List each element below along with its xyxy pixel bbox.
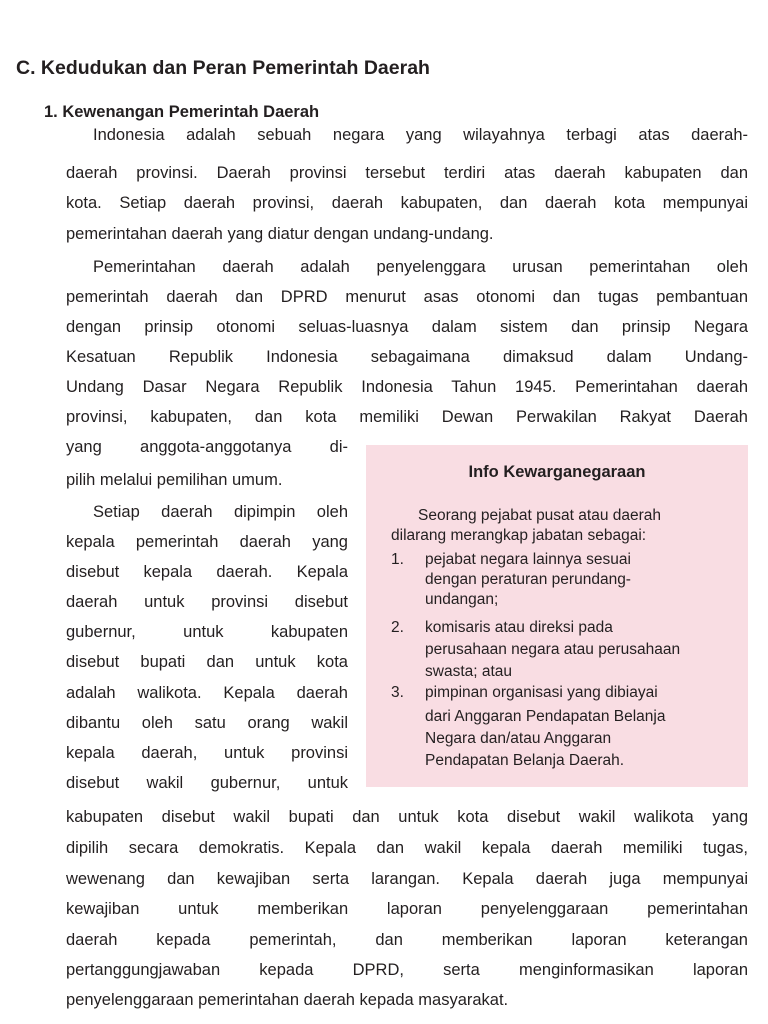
body-line: pemerintah daerah dan DPRD menurut asas otonomi dan tugas pembantuan — [66, 288, 748, 306]
body-line: disebut wakil gubernur, untuk — [66, 774, 348, 792]
body-line: pemerintahan daerah yang diatur dengan undang-undang. — [66, 225, 494, 243]
body-line: Pemerintahan daerah adalah penyelenggara urusan pemerintahan oleh — [93, 258, 748, 276]
body-line: disebut bupati dan untuk kota — [66, 653, 348, 671]
body-line: Setiap daerah dipimpin oleh — [93, 503, 348, 521]
info-item-line: Pendapatan Belanja Daerah. — [425, 752, 625, 769]
info-box — [366, 445, 748, 787]
info-item-line: perusahaan negara atau perusahaan — [425, 641, 681, 658]
body-line: daerah kepada pemerintah, dan memberikan laporan keterangan — [66, 931, 748, 949]
body-line: pilih melalui pemilihan umum. — [66, 471, 283, 489]
body-line: daerah untuk provinsi disebut — [66, 593, 348, 611]
body-line: kota. Setiap daerah provinsi, daerah kabupaten, dan daerah kota mempunyai — [66, 194, 748, 212]
info-box-title: Info Kewarganegaraan — [468, 463, 646, 481]
body-line: daerah provinsi. Daerah provinsi tersebut terdiri atas daerah kabupaten dan — [66, 164, 748, 182]
body-line: Kesatuan Republik Indonesia sebagaimana dimaksud dalam Undang- — [66, 348, 748, 366]
info-item-line: pejabat negara lainnya sesuai — [425, 551, 631, 568]
body-line: dipilih secara demokratis. Kepala dan wakil kepala daerah memiliki tugas, — [66, 839, 748, 857]
body-line: provinsi, kabupaten, dan kota memiliki Dewan Perwakilan Rakyat Daerah — [66, 408, 748, 426]
body-line: penyelenggaraan pemerintahan daerah kepada masyarakat. — [66, 991, 509, 1009]
body-line: kepala pemerintah daerah yang — [66, 533, 348, 551]
info-item-line: pimpinan organisasi yang dibiayai — [425, 684, 658, 701]
info-item-line: dengan peraturan perundang- — [425, 571, 631, 588]
body-line: dengan prinsip otonomi seluas-luasnya dalam sistem dan prinsip Negara — [66, 318, 748, 336]
section-title: C. Kedudukan dan Peran Pemerintah Daerah — [16, 57, 430, 79]
info-item-line: dari Anggaran Pendapatan Belanja — [425, 708, 666, 725]
body-line: dibantu oleh satu orang wakil — [66, 714, 348, 732]
info-item-line: swasta; atau — [425, 663, 513, 680]
info-intro-line: dilarang merangkap jabatan sebagai: — [391, 527, 647, 544]
info-item-line: undangan; — [425, 591, 499, 608]
body-line: kewajiban untuk memberikan laporan penyelenggaraan pemerintahan — [66, 900, 748, 918]
body-line: kepala daerah, untuk provinsi — [66, 744, 348, 762]
body-line: yang anggota-anggotanya di- — [66, 438, 348, 456]
info-item-line: Negara dan/atau Anggaran — [425, 730, 612, 747]
info-item-number: 2. — [391, 619, 404, 636]
body-line: adalah walikota. Kepala daerah — [66, 684, 348, 702]
info-item-number: 3. — [391, 684, 404, 701]
body-line: gubernur, untuk kabupaten — [66, 623, 348, 641]
body-line: wewenang dan kewajiban serta larangan. Kepala daerah juga mempunyai — [66, 870, 748, 888]
body-line: disebut kepala daerah. Kepala — [66, 563, 348, 581]
body-line: Undang Dasar Negara Republik Indonesia Tahun 1945. Pemerintahan daerah — [66, 378, 748, 396]
body-line: pertanggungjawaban kepada DPRD, serta menginformasikan laporan — [66, 961, 748, 979]
body-line: kabupaten disebut wakil bupati dan untuk kota disebut wakil walikota yang — [66, 808, 748, 826]
info-item-line: komisaris atau direksi pada — [425, 619, 613, 636]
subsection-title: 1. Kewenangan Pemerintah Daerah — [44, 103, 320, 121]
info-intro-line: Seorang pejabat pusat atau daerah — [418, 507, 662, 524]
info-item-number: 1. — [391, 551, 404, 568]
body-line: Indonesia adalah sebuah negara yang wilayahnya terbagi atas daerah- — [93, 126, 748, 144]
